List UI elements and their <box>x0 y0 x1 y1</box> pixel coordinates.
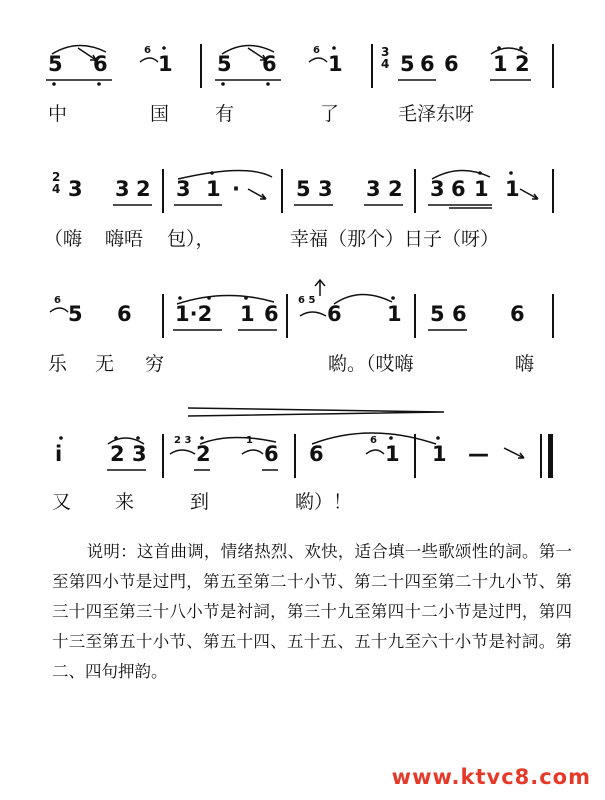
note: 6 <box>117 302 132 326</box>
note: 3 <box>132 442 147 466</box>
notation-line-1 <box>0 40 605 90</box>
notation-marks <box>0 290 605 340</box>
note: 1 <box>432 442 447 466</box>
octave-dot <box>52 82 56 86</box>
note: · <box>232 177 240 201</box>
site-watermark: www.ktvc8.com <box>391 765 591 789</box>
octave-dot <box>519 46 523 50</box>
lyric: 乐 <box>48 353 68 375</box>
grace-note: 6 <box>313 45 320 56</box>
grace-note: 6 <box>144 45 151 56</box>
note: 5 <box>48 52 63 76</box>
time-signature-top: 2 <box>52 170 61 184</box>
note: 1 <box>474 177 489 201</box>
note: 5 <box>296 177 311 201</box>
dynamic-hairpin <box>188 408 444 416</box>
slur <box>312 433 436 444</box>
breath-arrow <box>315 280 325 296</box>
notation-marks <box>0 430 605 480</box>
lyrics-line-3 <box>0 348 605 380</box>
note: 2 <box>196 442 211 466</box>
note: 1 <box>158 52 173 76</box>
notation-marks <box>0 165 605 215</box>
glissando-arrow <box>504 448 524 458</box>
lyric: 嗨唔 <box>105 228 144 250</box>
note: 6 <box>264 442 279 466</box>
note: 6 <box>420 52 435 76</box>
note: 3 <box>318 177 333 201</box>
note: 1 <box>206 177 221 201</box>
notation-line-4 <box>0 430 605 480</box>
note: 6 <box>264 302 279 326</box>
grace-slur <box>309 58 327 62</box>
note: 1 <box>505 177 520 201</box>
grace-slur <box>140 58 158 62</box>
octave-dot <box>436 436 440 440</box>
lyric: 又 <box>52 491 72 513</box>
note: 3 <box>68 177 83 201</box>
note: 2 <box>110 442 125 466</box>
note: 1 <box>387 302 402 326</box>
note: 2 <box>515 52 530 76</box>
octave-dot <box>478 171 482 175</box>
glissando-arrow <box>520 189 538 199</box>
slur <box>200 437 276 444</box>
notation-line-3 <box>0 290 605 340</box>
note: 6 <box>451 177 466 201</box>
lyrics-line-1 <box>0 98 605 130</box>
slur <box>178 170 272 179</box>
octave-dot <box>114 436 118 440</box>
lyric: 国 <box>150 103 170 125</box>
note: 2 <box>388 177 403 201</box>
glissando-arrow <box>248 48 266 60</box>
lyric: 中 <box>48 103 68 125</box>
note: 6 <box>93 52 108 76</box>
grace-note: 6 <box>370 435 377 446</box>
octave-dot <box>244 296 248 300</box>
octave-dot <box>162 46 166 50</box>
note: 6 <box>510 302 525 326</box>
slur <box>222 45 274 54</box>
grace-note: 6 5 <box>298 295 316 306</box>
octave-dot <box>178 296 182 300</box>
slur <box>432 170 490 179</box>
octave-dot <box>210 171 214 175</box>
notation-line-2 <box>0 165 605 215</box>
lyric: 毛泽东呀 <box>398 103 475 125</box>
time-signature-bottom: 4 <box>52 182 61 196</box>
note: 2 <box>136 177 151 201</box>
octave-dot <box>97 82 101 86</box>
note: 3 <box>430 177 445 201</box>
explanation-text: 说明：这首曲调，情绪热烈、欢快，适合填一些歌颂性的詞。第一至第四小节是过門，第五至第二十小节、第二十四至第二十九小节、第三十四至第三十八小节是衬詞，第三十九至第四十二小节是过門，第四十三至第五十小节、第五十四、五十五、五十九至六十小节是衬詞。第二、四句押韵。 <box>52 542 572 681</box>
octave-dot <box>497 46 501 50</box>
lyric: 有 <box>215 103 235 125</box>
note: 1 <box>493 52 508 76</box>
octave-dot <box>207 296 211 300</box>
octave-dot <box>332 46 336 50</box>
lyric: 了 <box>320 103 340 125</box>
grace-slur <box>242 450 263 454</box>
glissando-arrow <box>78 48 96 60</box>
octave-dot <box>509 171 513 175</box>
lyric: 嗨 <box>515 353 535 375</box>
note: 5 <box>217 52 232 76</box>
note: 1·2 <box>175 302 213 326</box>
note: 1 <box>328 52 343 76</box>
time-signature-bottom: 4 <box>381 57 390 71</box>
grace-slur <box>50 308 68 312</box>
lyric: 包）， <box>167 228 215 250</box>
slur <box>177 295 274 304</box>
octave-dot <box>389 436 393 440</box>
note: 3 <box>115 177 130 201</box>
note: i <box>55 442 63 466</box>
octave-dot <box>266 82 270 86</box>
lyric: 喲）！ <box>295 491 353 513</box>
lyric: 来 <box>115 491 135 513</box>
grace-note: 1 <box>246 435 253 446</box>
note: — <box>468 442 489 466</box>
note: 6 <box>327 302 342 326</box>
lyrics-line-2 <box>0 223 605 255</box>
lyric: （嗨 <box>44 228 83 250</box>
octave-dot <box>136 436 140 440</box>
grace-slur <box>300 312 326 316</box>
note: 5 <box>400 52 415 76</box>
note: 6 <box>309 442 324 466</box>
grace-slur <box>170 450 195 454</box>
note: 6 <box>452 302 467 326</box>
notation-marks <box>0 40 605 90</box>
lyric: 到 <box>190 491 210 513</box>
glissando-arrow <box>248 189 266 199</box>
note: 6 <box>262 52 277 76</box>
octave-dot <box>200 436 204 440</box>
lyric: 穷 <box>145 353 165 375</box>
octave-dot <box>59 436 63 440</box>
note: 1 <box>240 302 255 326</box>
grace-note: 6 <box>54 295 61 306</box>
lyric: 幸福（那个）日子（呀） <box>290 228 500 250</box>
note: 3 <box>176 177 191 201</box>
note: 5 <box>68 302 83 326</box>
note: 3 <box>366 177 381 201</box>
time-signature-top: 3 <box>381 45 390 59</box>
octave-dot <box>391 296 395 300</box>
lyric: 喲。（哎嗨 <box>328 353 414 375</box>
lyrics-line-4 <box>0 486 605 518</box>
grace-slur <box>366 450 384 454</box>
note: 6 <box>444 52 459 76</box>
note: 1 <box>385 442 400 466</box>
note: 5 <box>430 302 445 326</box>
slur <box>52 45 106 54</box>
octave-dot <box>221 82 225 86</box>
grace-note: 2 3 <box>174 435 192 446</box>
lyric: 无 <box>95 353 115 375</box>
slur <box>334 294 392 304</box>
